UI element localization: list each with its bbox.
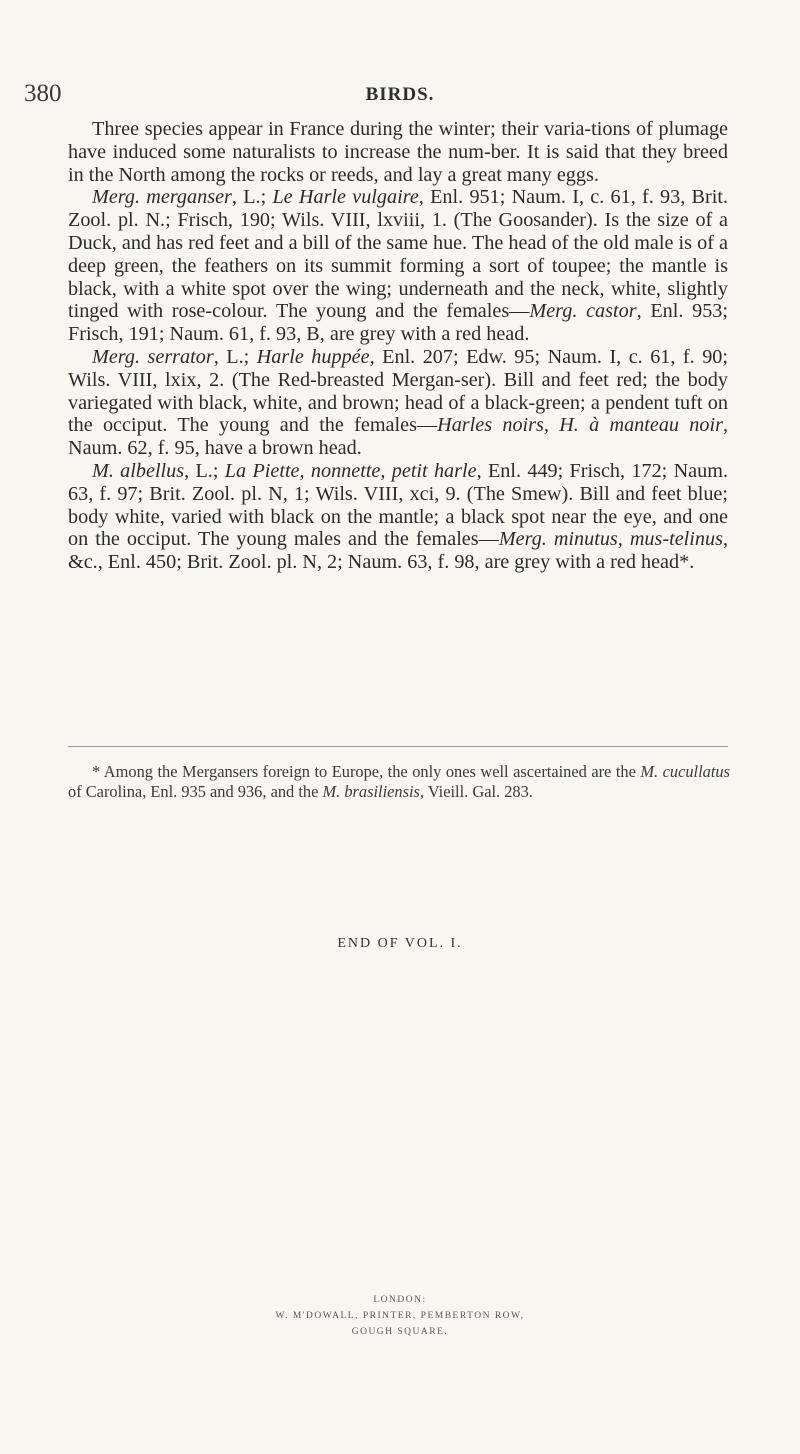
text-run: , Enl. 207; Edw. 95; Naum. I, c. 61, f. 90; Wils. VIII, lxix, 2. (The Red-breasted Mergan-ser). Bill and feet red; the body variegated with black, white, and brown; head of a black-green; a pendent tuft on the occiput. The young and the females— — [68, 345, 728, 437]
page-number: 380 — [24, 80, 62, 107]
printer-imprint — [0, 1292, 800, 1340]
text-run: of Carolina, Enl. 935 and 936, and the — [68, 781, 323, 801]
footnote-rule — [68, 746, 728, 747]
italic-text-run: Merg. merganser — [92, 186, 232, 209]
imprint-address: GOUGH SQUARE. — [351, 1327, 449, 1337]
text-run: , &c., Enl. 450; Brit. Zool. pl. N, 2; Naum. 63, f. 98, are grey with a red head*. — [68, 528, 728, 574]
text-run: , Enl. 449; Frisch, 172; Naum. 63, f. 97; Brit. Zool. pl. N, 1; Wils. VIII, xci, 9. (The Smew). Bill and feet blue; body white, varied with black on the mantle; a black spot near the eye, and one on the occiput. The young males and the females— — [68, 459, 728, 551]
italic-text-run: M. cucullatus — [640, 762, 730, 781]
paragraph-goosander — [68, 186, 728, 346]
paragraph-smew — [68, 460, 728, 574]
italic-text-run: M. brasiliensis — [322, 781, 420, 801]
italic-text-run: La Piette, nonnette, petit harle — [224, 459, 477, 482]
footnote — [68, 762, 730, 801]
text-run: , Enl. 951; Naum. I, c. 61, f. 93, Brit. Zool. pl. N.; Frisch, 190; Wils. VIII, lxviii, 1. (The Goosander). Is the size of a Duck, and has red feet and a bill of the same hue. The head of the old male is of a deep green, the feathers on its summit forming a sort of toupee; the mantle is black, with a white spot over the wing; underneath and the neck, white, slightly tinged with rose-colour. The young and the females— — [68, 186, 729, 323]
text-run: , L.; — [184, 459, 225, 482]
imprint-printer: W. M'DOWALL, PRINTER, PEMBERTON ROW, — [275, 1311, 525, 1321]
imprint-city: LONDON: — [373, 1295, 427, 1305]
paragraph-red-breasted-merganser — [68, 346, 728, 460]
footnote-text — [68, 762, 730, 801]
text-run: * Among the Mergansers foreign to Europe, the only ones well ascertained are the — [92, 762, 641, 781]
italic-text-run: Merg. minutus, mus-telinus — [498, 528, 723, 551]
italic-text-run: Harles noirs, H. à manteau noir — [437, 414, 723, 437]
text-run: , L.; — [213, 345, 257, 368]
text-run: , L.; — [231, 186, 273, 209]
end-of-volume: END OF VOL. I. — [337, 936, 463, 951]
italic-text-run: M. albellus — [92, 459, 185, 482]
text-run: , Naum. 62, f. 95, have a brown head. — [68, 414, 728, 460]
italic-text-run: Merg. serrator — [92, 345, 214, 368]
italic-text-run: Harle huppée — [256, 345, 370, 368]
text-run: , Vieill. Gal. 283. — [419, 781, 533, 801]
italic-text-run: Merg. castor — [529, 300, 637, 323]
paragraph-intro: Three species appear in France during the winter; their varia-tions of plumage have induced some naturalists to increase the num-ber. It is said that they breed in the North among the rocks or reeds, and lay a great many eggs. — [68, 118, 728, 186]
text-run: , Enl. 953; Frisch, 191; Naum. 61, f. 93, B, are grey with a red head. — [68, 300, 728, 346]
body-text — [68, 118, 728, 574]
italic-text-run: Le Harle vulgaire — [272, 186, 419, 209]
running-head: BIRDS. — [365, 84, 435, 105]
